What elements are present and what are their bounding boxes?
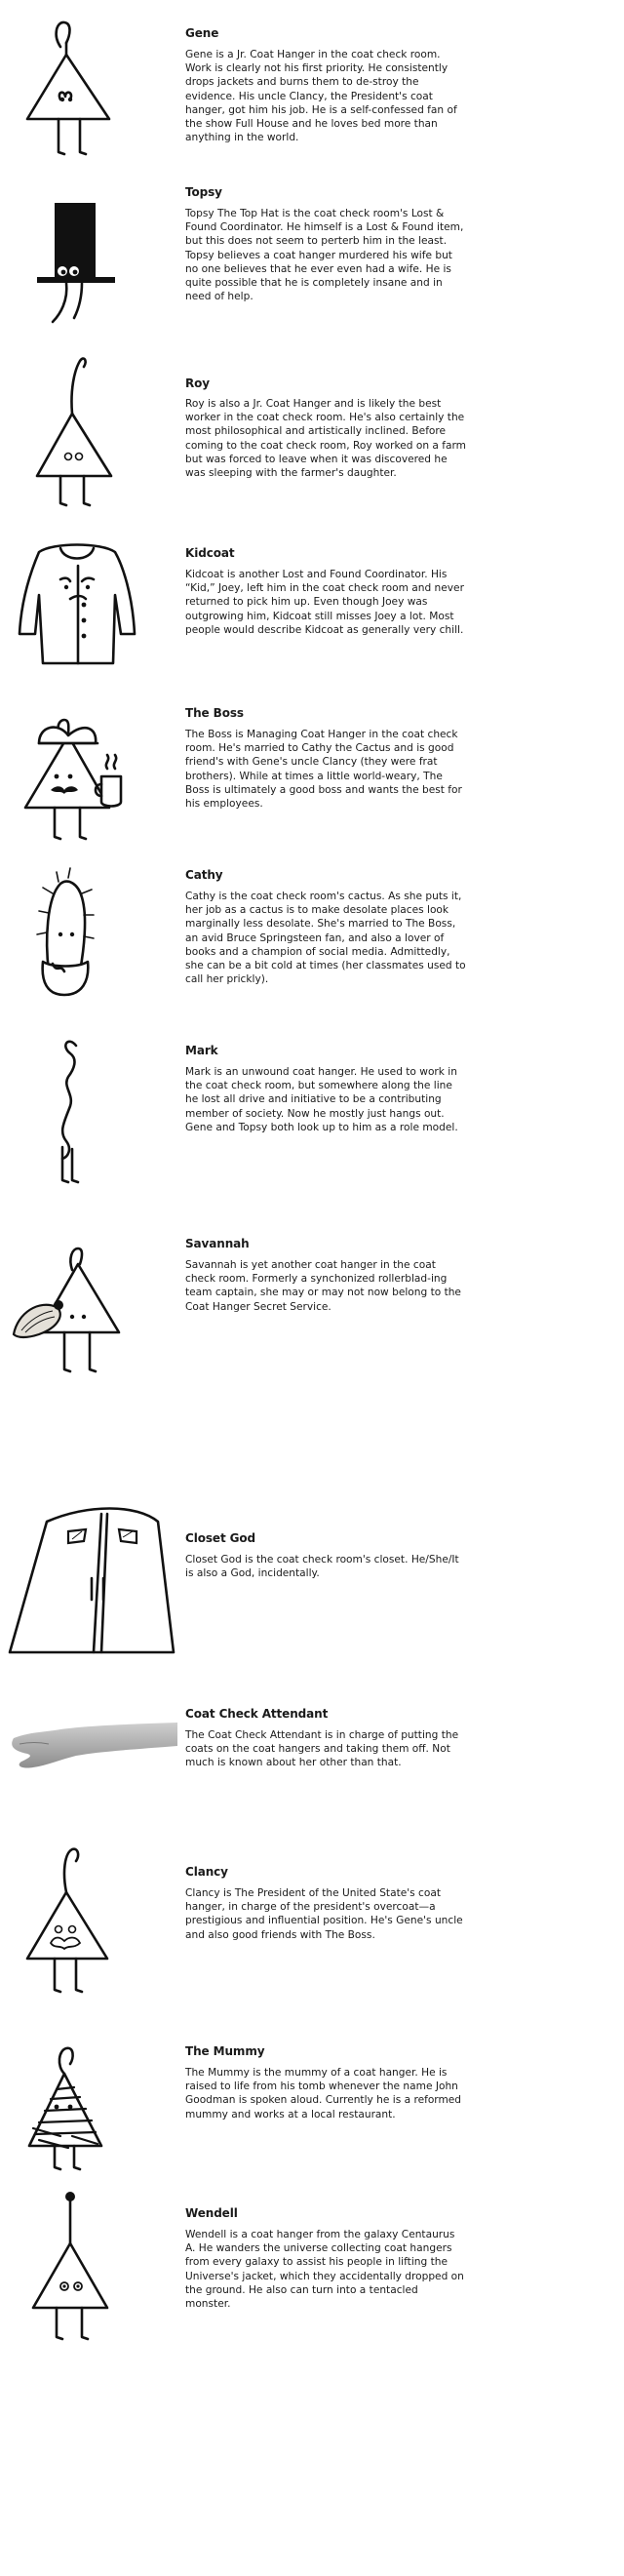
character-description: Gene is a Jr. Coat Hanger in the coat check room. Work is clearly not his first priority. He consistently drops jackets and burns them to de-stroy the evidence. His uncle Clancy, the President's coat hanger, got him his job. He is a self-confessed fan of the show Full House and he loves bed more than anything in the world. [185, 49, 457, 144]
character-description: Mark is an unwound coat hanger. He used to work in the coat check room, but somewhere along the line he lost all drive and initiative to be a contributing member of society. Now he mostly just hangs out. Gene and Topsy both look up to him as a role model. [185, 1066, 458, 1133]
character-name: The Boss [185, 706, 244, 720]
mummy-coat-hanger-icon [0, 2039, 180, 2185]
character-description: Topsy The Top Hat is the coat check room's Lost & Found Coordinator. He himself is a Lost & Found item, but this does not seem to perterb him in the least. Topsy believes a coat hanger murdered his wife but no one believes that he ever even had a wife. He is quite possible that he is completely insane and in need of help. [185, 208, 464, 303]
character-name: Mark [185, 1044, 218, 1057]
wendell-alien-hanger-icon [0, 2185, 180, 2351]
clancy-coat-hanger-icon [0, 1843, 180, 2019]
roy-coat-hanger-icon [0, 351, 180, 517]
mark-unwound-hanger-icon [0, 1034, 180, 1209]
savannah-coat-hanger-icon [0, 1229, 180, 1395]
cathy-cactus-icon [0, 858, 180, 1024]
character-name: Coat Check Attendant [185, 1707, 329, 1721]
character-description: Savannah is yet another coat hanger in the coat check room. Formerly a synchonized rollerblad-ing team captain, she may or may not now belong to the Coat Hanger Secret Service. [185, 1259, 461, 1313]
character-description: Kidcoat is another Lost and Found Coordinator. His “Kid,” Joey, left him in the coat check room and never returned to pick him up. Even though Joey was outgrowing him, Kidcoat still misses Joey a lot. Most people would describe Kidcoat as generally very chill. [185, 569, 464, 636]
character-description: Clancy is The President of the United State's coat hanger, in charge of the president's overcoat—a prestigious and influential position. He's Gene's uncle and also good friends with The Boss. [185, 1887, 463, 1941]
attendant-hand-icon [0, 1707, 180, 1785]
the-boss-coat-hanger-icon [0, 693, 180, 849]
character-name: Cathy [185, 868, 223, 882]
character-description: Roy is also a Jr. Coat Hanger and is likely the best worker in the coat check room. He's also certainly the most philosophical and artistically inclined. Before coming to the coat check room, Roy worked on a farm but was forced to leave when it was discovered he was sleeping with the farmer's daughter. [185, 398, 466, 480]
character-description: The Mummy is the mummy of a coat hanger. He is raised to life from his tomb whenever the name John Goodman is spoken aloud. Currently he is a reformed mummy and works at a local restaurant. [185, 2067, 462, 2120]
character-name: Closet God [185, 1531, 256, 1545]
character-description: The Boss is Managing Coat Hanger in the coat check room. He's married to Cathy the Cactus and is good friend's with Gene's uncle Clancy (they were frat brothers). While at times a little world-weary, The Boss is ultimately a good boss and wants the best for his employees. [185, 729, 462, 811]
character-name: Savannah [185, 1237, 250, 1250]
character-description: The Coat Check Attendant is in charge of putting the coats on the coat hangers and taking them off. Not much is known about her other than that. [185, 1729, 459, 1769]
character-name: Wendell [185, 2206, 238, 2220]
character-description: Closet God is the coat check room's closet. He/She/It is also a God, incidentally. [185, 1554, 459, 1580]
character-name: Clancy [185, 1865, 228, 1879]
character-name: Gene [185, 26, 219, 40]
character-description: Cathy is the coat check room's cactus. As she puts it, her job as a cactus is to make desolate places look marginally less desolate. She's married to The Boss, an avid Bruce Springsteen fan, and also a lover of books and a champion of social media. Admittedly, she can be a bit cold at times (her classmates used to call her prickly). [185, 891, 466, 986]
gene-coat-hanger-icon [0, 0, 180, 176]
character-description: Wendell is a coat hanger from the galaxy Centaurus A. He wanders the universe collecting coat hangers from every galaxy to assist his people in lifting the Universe's jacket, which they accidentally dropped on the ground. He also can turn into a tentacled monster. [185, 2229, 464, 2311]
kidcoat-jacket-icon [0, 527, 180, 683]
character-name: Topsy [185, 185, 222, 199]
character-name: Roy [185, 376, 211, 390]
character-name: Kidcoat [185, 546, 235, 560]
closet-god-icon [0, 1492, 180, 1687]
character-name: The Mummy [185, 2044, 265, 2058]
topsy-top-hat-icon [0, 185, 180, 341]
